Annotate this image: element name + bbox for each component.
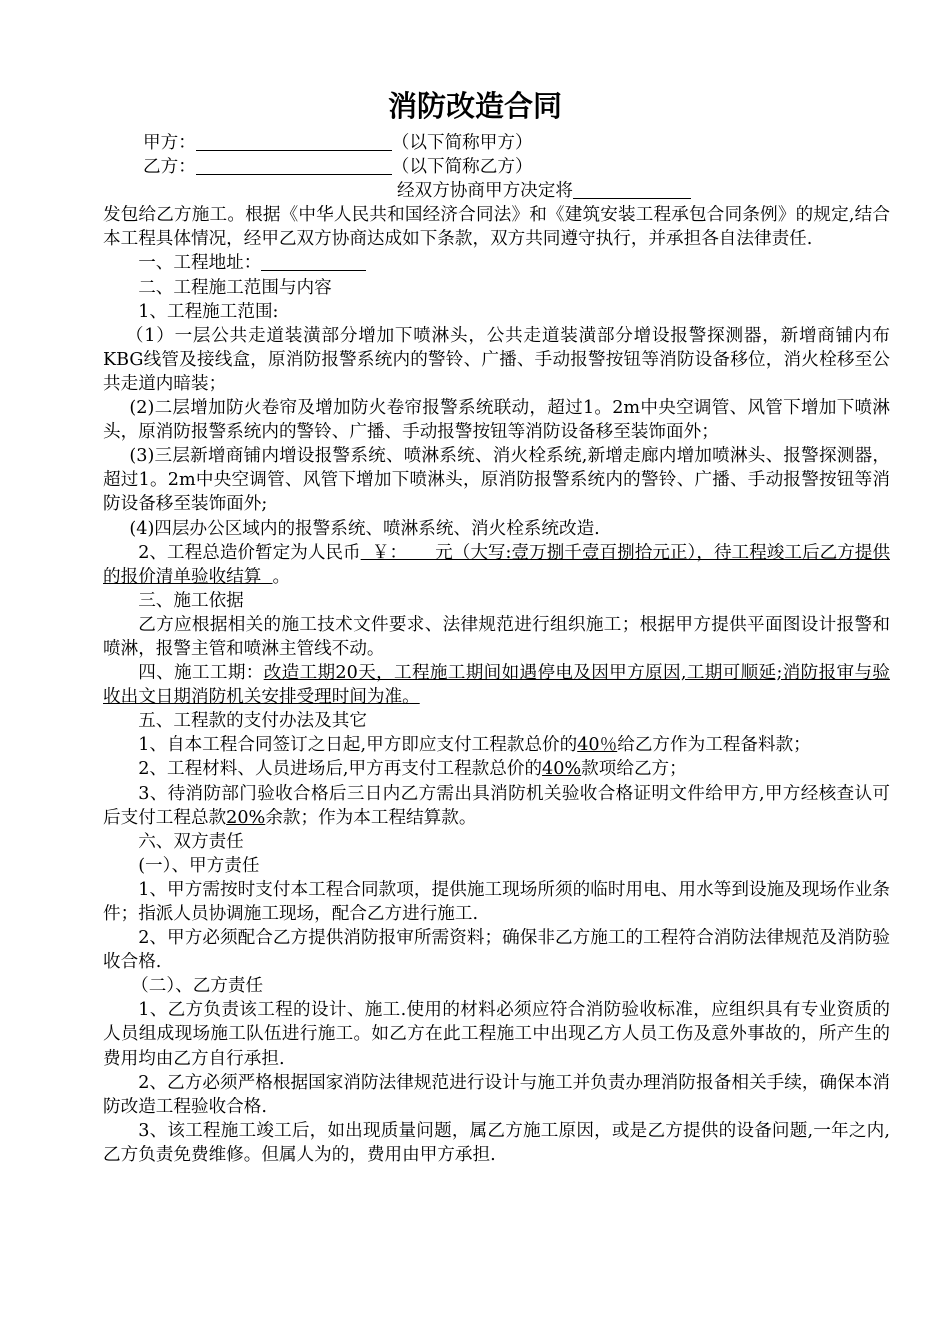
party-a-duty-2: 2、甲方必须配合乙方提供消防报审所需资料；确保非乙方施工的工程符合消防法律规范及消防验收合格. (103, 928, 890, 973)
party-b-blank (196, 156, 392, 175)
document-title: 消防改造合同 (387, 89, 562, 123)
contract-body (103, 131, 890, 1167)
payment-2-percent: 40% (542, 759, 582, 780)
payment-1-percent: 40％ (577, 735, 618, 756)
scope-subheading: 1、工程施工范围: (138, 301, 279, 322)
party-b-duty-3: 3、该工程施工竣工后，如出现质量问题，属乙方施工原因，或是乙方提供的设备问题,一年之内,乙方负责免费维修。但属人为的，费用由甲方承担. (103, 1120, 890, 1165)
payment-3-lead: 3、待消防部门验收合格后三日内乙方需出具消防机关验收合格证明文件给甲方,甲方经核查认可后支付工程总款 (103, 783, 890, 828)
address-blank (261, 252, 366, 271)
intro-lead-line (103, 179, 890, 203)
intro-body: 发包给乙方施工。根据《中华人民共和国经济合同法》和《建筑安装工程承包合同条例》的规定,结合本工程具体情况，经甲乙双方协商达成如下条款，双方共同遵守执行，并承担各自法律责任. (103, 205, 890, 250)
section-payment-heading: 五、工程款的支付办法及其它 (138, 711, 367, 732)
section-address (103, 251, 890, 275)
price-lead: 2、工程总造价暂定为人民币 (138, 542, 361, 563)
intro-lead: 经双方协商甲方决定将 (397, 181, 573, 202)
price-underlined: ￥： 元（大写:壹万捌千壹百捌拾元正），待工程竣工后乙方提供的报价清单验收结算 (103, 542, 890, 587)
basis-text: 乙方应根据相关的施工技术文件要求、法律规范进行组织施工；根据甲方提供平面图设计报警和喷淋，报警主管和喷淋主管线不动。 (103, 614, 890, 659)
payment-1-lead: 1、自本工程合同签订之日起,甲方即应支付工程款总价的 (138, 735, 578, 756)
price-end: 。 (272, 566, 291, 587)
scope-item-1: （1）一层公共走道装潢部分增加下喷淋头，公共走道装潢部分增设报警探测器，新增商铺内布KBG线管及接线盒，原消防报警系统内的警铃、广播、手动报警按钮等消防设备移位，消火栓移至公共走道内暗装； (103, 325, 890, 394)
construction-period (103, 661, 890, 709)
scope-item-3: (3)三层新增商铺内增设报警系统、喷淋系统、消火栓系统,新增走廊内增加喷淋头、报警探测器，超过1。2m中央空调管、风管下增加下喷淋头，原消防报警系统内的警铃、广播、手动报警按钮等消防设备移至装饰面外; (103, 446, 890, 515)
payment-1-tail: 给乙方作为工程备料款； (617, 735, 811, 756)
payment-3-tail: 余款；作为本工程结算款。 (265, 807, 477, 828)
party-a-suffix: （以下简称甲方） (391, 133, 533, 153)
section-responsibility-heading: 六、双方责任 (138, 831, 244, 852)
party-b-line (103, 155, 890, 179)
party-b-suffix: （以下简称乙方） (391, 157, 533, 178)
section-address-label: 一、工程地址： (138, 253, 262, 274)
party-b-duty-1: 1、乙方负责该工程的设计、施工.使用的材料必须应符合消防验收标准，应组织具有专业资质的人员组成现场施工队伍进行施工。如乙方在此工程施工中出现乙方人员工伤及意外事故的，所产生的费用均由乙方自行承担. (103, 1000, 890, 1069)
payment-2-tail: 款项给乙方； (581, 759, 687, 780)
total-price (103, 541, 890, 589)
payment-3-percent: 20% (226, 807, 266, 828)
payment-2-lead: 2、工程材料、人员进场后,甲方再支付工程款总价的 (138, 759, 543, 780)
party-a-blank (196, 132, 392, 151)
party-a-line (103, 131, 890, 155)
section-basis-heading: 三、施工依据 (138, 590, 244, 611)
payment-1 (103, 733, 890, 757)
party-a-label: 甲方： (143, 133, 196, 153)
party-b-duty-2: 2、乙方必须严格根据国家消防法律规范进行设计与施工并负责办理消防报备相关手续，确保本消防改造工程验收合格. (103, 1072, 890, 1117)
party-a-duty-1: 1、甲方需按时支付本工程合同款项，提供施工现场所须的临时用电、用水等到设施及现场作业条件；指派人员协调施工现场，配合乙方进行施工. (103, 879, 890, 924)
period-underlined: 改造工期20天，工程施工期间如遇停电及因甲方原因,工期可顺延;消防报审与验收出文日期消防机关安排受理时间为准。 (103, 663, 890, 708)
payment-3 (103, 782, 890, 830)
scope-item-4: (4)四层办公区域内的报警系统、喷淋系统、消火栓系统改造. (129, 518, 600, 539)
payment-2 (103, 757, 890, 781)
section-scope-heading: 二、工程施工范围与内容 (138, 277, 332, 298)
period-lead: 四、施工工期： (138, 663, 264, 684)
project-blank (573, 180, 691, 199)
party-b-label: 乙方： (143, 157, 196, 178)
scope-item-2: (2)二层增加防火卷帘及增加防火卷帘报警系统联动，超过1。2m中央空调管、风管下增加下喷淋头，原消防报警系统内的警铃、广播、手动报警按钮等消防设备移至装饰面外； (103, 398, 890, 443)
party-a-responsibility-heading: (一）、甲方责任 (138, 855, 260, 876)
party-b-responsibility-heading: （二）、乙方责任 (131, 976, 264, 997)
